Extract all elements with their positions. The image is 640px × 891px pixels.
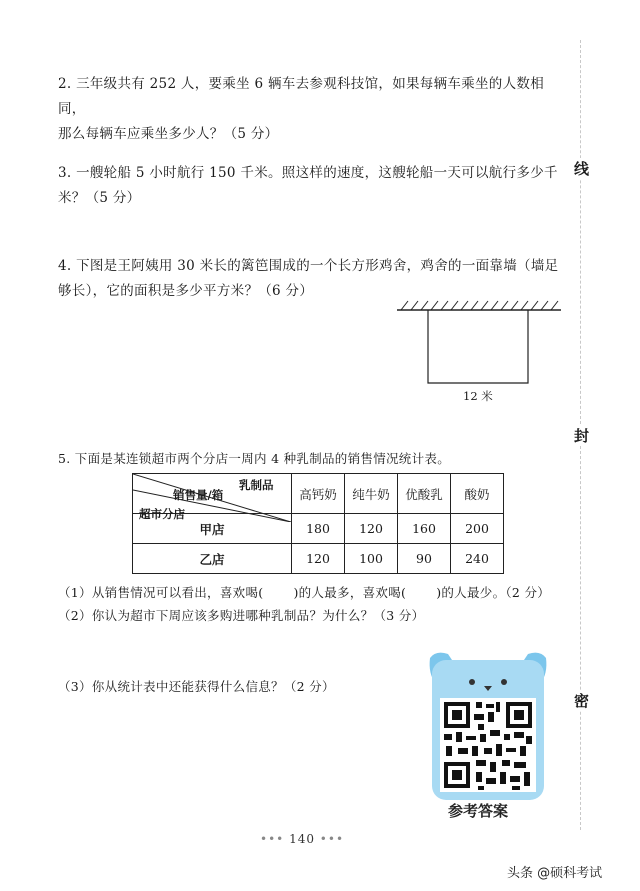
binding-mark-middle: 封 xyxy=(574,427,590,445)
question-2 xyxy=(58,72,560,147)
question-3-line-1: 3. 一艘轮船 5 小时航行 150 千米。照这样的速度，这艘轮船一天可以航行多少千 xyxy=(58,165,558,181)
page-number: 140 xyxy=(289,832,315,846)
row-header: 甲店 xyxy=(133,514,292,544)
table-cell: 200 xyxy=(451,514,504,544)
column-header: 高钙奶 xyxy=(292,474,345,514)
table-header-row xyxy=(133,474,504,514)
column-header: 酸奶 xyxy=(451,474,504,514)
sales-table xyxy=(132,473,504,574)
sub-question-3: （3）你从统计表中还能获得什么信息？（2 分） xyxy=(58,679,335,694)
table-cell: 120 xyxy=(292,544,345,574)
face-eye-left xyxy=(469,679,475,685)
page-footer xyxy=(260,832,344,846)
footer-dots-right: ••• xyxy=(319,832,345,846)
question-2-line-1: 2. 三年级共有 252 人，要乘坐 6 辆车去参观科技馆，如果每辆车乘坐的人数相同， xyxy=(58,76,544,117)
table-cell: 90 xyxy=(398,544,451,574)
question-3 xyxy=(58,161,560,211)
sub-question-1-part-c: )的人最少。（2 分） xyxy=(436,585,551,600)
table-cell: 160 xyxy=(398,514,451,544)
question-5-intro: 5. 下面是某连锁超市两个分店一周内 4 种乳制品的销售情况统计表。 xyxy=(58,451,451,466)
fence-rectangle xyxy=(428,310,528,383)
face-eye-right xyxy=(501,679,507,685)
column-header: 优酸乳 xyxy=(398,474,451,514)
binding-mark-top: 线 xyxy=(574,160,590,178)
question-4-line-2: 够长），它的面积是多少平方米？（6 分） xyxy=(58,283,314,299)
corner-label-store: 超市分店 xyxy=(139,507,185,521)
qr-caption: 参考答案 xyxy=(448,802,509,820)
wall-hatching xyxy=(401,301,558,310)
sub-question-1-part-b: )的人最多，喜欢喝( xyxy=(293,585,407,600)
qr-code-panel xyxy=(426,650,550,800)
length-label: 12 米 xyxy=(463,389,493,403)
binding-mark-bottom: 密 xyxy=(574,692,590,710)
sub-question-2: （2）你认为超市下周应该多购进哪种乳制品？为什么？（3 分） xyxy=(58,608,425,623)
table-cell: 240 xyxy=(451,544,504,574)
footer-dots-left: ••• xyxy=(260,832,285,846)
question-4-line-1: 4. 下图是王阿姨用 30 米长的篱笆围成的一个长方形鸡舍，鸡舍的一面靠墙（墙足 xyxy=(58,258,559,274)
sub-question-1-part-a: （1）从销售情况可以看出，喜欢喝( xyxy=(58,585,264,600)
column-header: 纯牛奶 xyxy=(345,474,398,514)
question-3-line-2: 米？（5 分） xyxy=(58,190,141,206)
watermark: 头条 @硕科考试 xyxy=(507,866,603,881)
corner-label-product: 乳制品 xyxy=(239,478,274,492)
corner-label-unit: 销售量/箱 xyxy=(173,488,224,502)
row-header: 乙店 xyxy=(133,544,292,574)
table-cell: 180 xyxy=(292,514,345,544)
question-2-line-2: 那么每辆车应乘坐多少人？（5 分） xyxy=(58,126,279,142)
table-row xyxy=(133,544,504,574)
table-cell: 120 xyxy=(345,514,398,544)
table-cell: 100 xyxy=(345,544,398,574)
table-corner-cell xyxy=(133,474,292,521)
sub-question-1 xyxy=(58,580,560,605)
